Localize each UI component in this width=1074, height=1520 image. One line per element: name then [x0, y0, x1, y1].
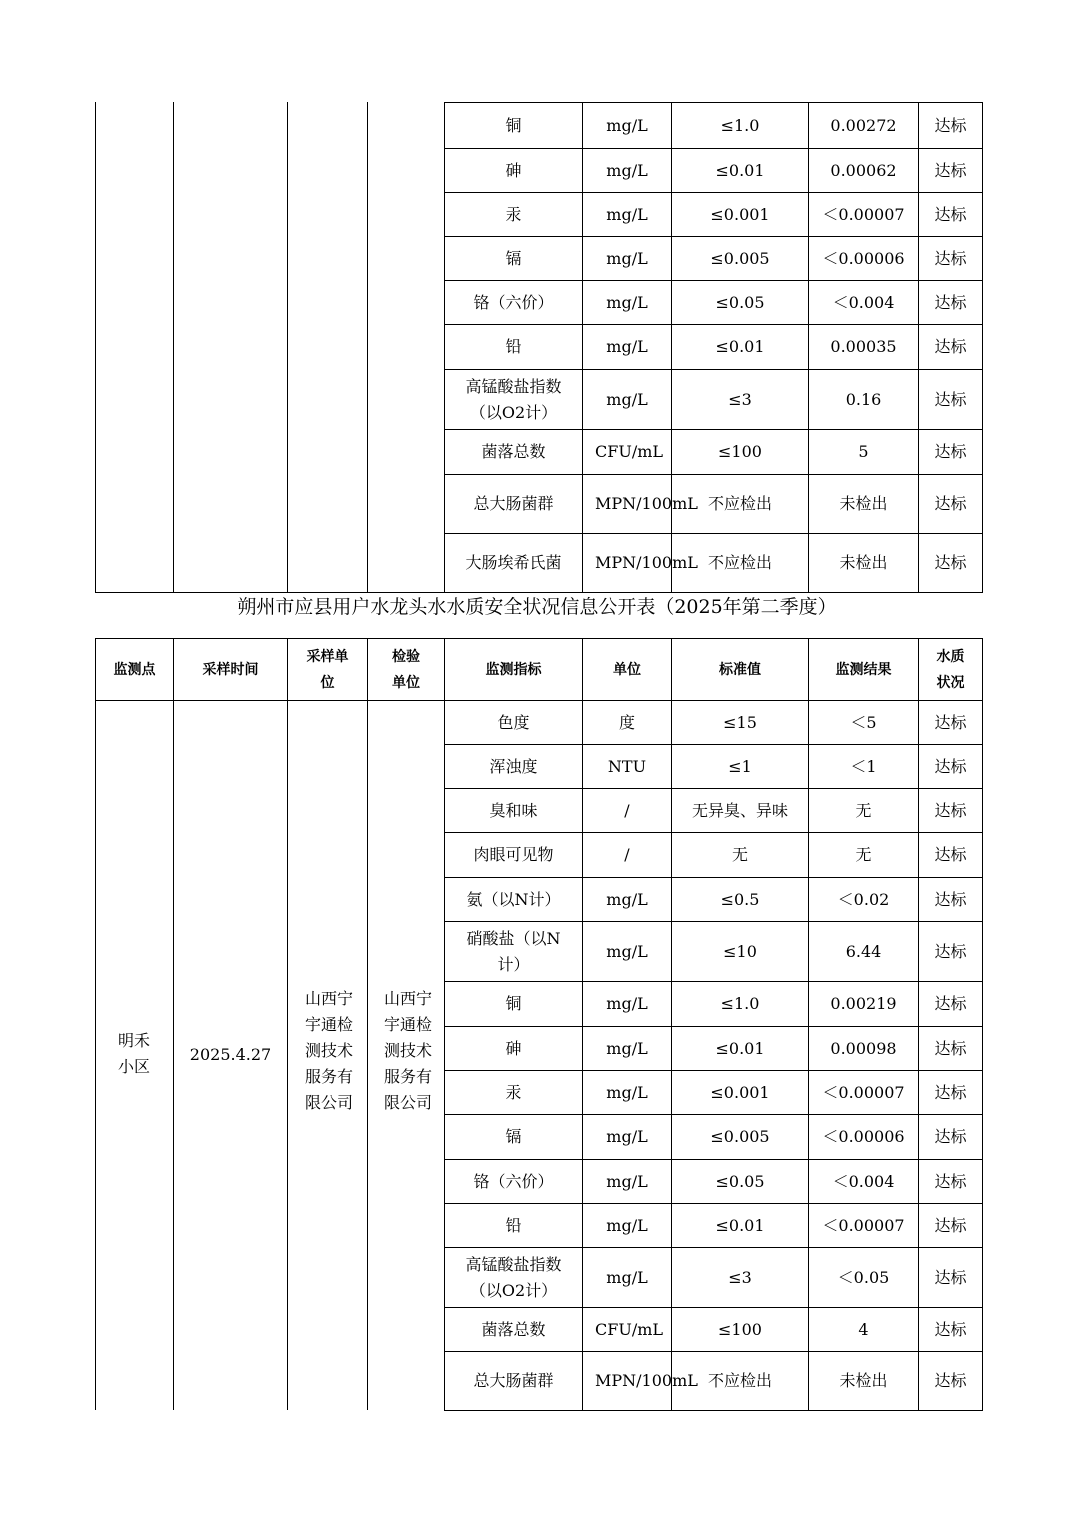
status-cell: 达标	[919, 1352, 983, 1411]
header-result: 监测结果	[809, 639, 919, 701]
table-row	[445, 1071, 983, 1115]
status-cell: 达标	[919, 534, 983, 593]
main-results-table	[444, 700, 983, 1411]
continued-results-table	[444, 102, 983, 593]
result-cell: 未检出	[809, 1352, 919, 1411]
header-sampler-label: 采样单位	[306, 648, 349, 691]
standard-cell: ≤0.01	[672, 1204, 809, 1248]
header-inspector	[368, 639, 445, 701]
result-cell: 0.16	[809, 370, 919, 430]
unit-cell: mg/L	[583, 982, 672, 1027]
result-cell: ＜0.00006	[809, 1115, 919, 1160]
status-cell: 达标	[919, 281, 983, 325]
unit-cell: MPN/100mL	[583, 475, 672, 534]
indicator-cell: 铜	[445, 103, 583, 149]
left-border-line	[95, 102, 96, 593]
status-cell: 达标	[919, 878, 983, 922]
indicator-cell: 砷	[445, 149, 583, 193]
status-cell: 达标	[919, 833, 983, 878]
table-row	[445, 745, 983, 789]
unit-cell: MPN/100mL	[583, 1352, 672, 1411]
unit-cell: mg/L	[583, 149, 672, 193]
table-row	[445, 878, 983, 922]
status-cell: 达标	[919, 1160, 983, 1204]
standard-cell: ≤0.01	[672, 149, 809, 193]
unit-cell: mg/L	[583, 1248, 672, 1308]
result-cell: ＜0.00007	[809, 1071, 919, 1115]
result-cell: 6.44	[809, 922, 919, 982]
standard-cell: ≤100	[672, 430, 809, 475]
status-cell: 达标	[919, 149, 983, 193]
result-cell: 0.00035	[809, 325, 919, 370]
standard-cell: ≤1	[672, 745, 809, 789]
status-cell: 达标	[919, 1027, 983, 1071]
status-cell: 达标	[919, 789, 983, 833]
sampler-column-line	[287, 102, 288, 593]
unit-cell: mg/L	[583, 370, 672, 430]
standard-cell: ≤15	[672, 701, 809, 745]
status-cell: 达标	[919, 325, 983, 370]
standard-cell: ≤0.001	[672, 193, 809, 237]
standard-cell: ≤1.0	[672, 103, 809, 149]
table-row	[445, 193, 983, 237]
status-cell: 达标	[919, 745, 983, 789]
result-cell: 0.00062	[809, 149, 919, 193]
result-cell: 4	[809, 1308, 919, 1352]
unit-cell: MPN/100mL	[583, 534, 672, 593]
status-cell: 达标	[919, 430, 983, 475]
indicator-cell: 镉	[445, 237, 583, 281]
unit-cell: mg/L	[583, 878, 672, 922]
standard-cell: ≤0.005	[672, 237, 809, 281]
result-cell: ＜0.02	[809, 878, 919, 922]
main-left-border-line	[95, 638, 96, 1410]
result-cell: ＜0.00006	[809, 237, 919, 281]
table-row	[445, 833, 983, 878]
unit-cell: NTU	[583, 745, 672, 789]
status-cell: 达标	[919, 103, 983, 149]
indicator-cell: 汞	[445, 1071, 583, 1115]
table-row	[445, 281, 983, 325]
table-row	[445, 701, 983, 745]
table-row	[445, 430, 983, 475]
indicator-cell: 汞	[445, 193, 583, 237]
unit-cell: mg/L	[583, 237, 672, 281]
result-cell: 未检出	[809, 534, 919, 593]
standard-cell: ≤0.005	[672, 1115, 809, 1160]
header-status	[919, 639, 983, 701]
sampling-unit-cell: 山西宁宇通检测技术服务有限公司	[304, 989, 353, 1112]
unit-cell: mg/L	[583, 103, 672, 149]
indicator-cell: 铅	[445, 1204, 583, 1248]
main-time-column-line	[173, 638, 174, 1410]
status-cell: 达标	[919, 1308, 983, 1352]
indicator-cell: 浑浊度	[445, 745, 583, 789]
sampling-time-cell: 2025.4.27	[189, 1045, 272, 1064]
status-cell: 达标	[919, 701, 983, 745]
standard-cell: ≤0.01	[672, 325, 809, 370]
unit-cell: mg/L	[583, 922, 672, 982]
unit-cell: CFU/mL	[583, 430, 672, 475]
indicator-cell: 镉	[445, 1115, 583, 1160]
header-sampler	[288, 639, 368, 701]
standard-cell: ≤10	[672, 922, 809, 982]
table-row	[445, 534, 983, 593]
standard-cell: ≤1.0	[672, 982, 809, 1027]
status-cell: 达标	[919, 237, 983, 281]
header-site: 监测点	[96, 639, 174, 701]
main-inspector-column-line	[367, 638, 368, 1410]
unit-cell: mg/L	[583, 1204, 672, 1248]
monitoring-site-cell: 明禾小区	[117, 1031, 150, 1076]
status-cell: 达标	[919, 1204, 983, 1248]
header-unit: 单位	[583, 639, 672, 701]
status-cell: 达标	[919, 1248, 983, 1308]
time-column-line	[173, 102, 174, 593]
unit-cell: CFU/mL	[583, 1308, 672, 1352]
table-row	[445, 1160, 983, 1204]
result-cell: ＜0.00007	[809, 193, 919, 237]
inspector-column-line	[367, 102, 368, 593]
result-cell: ＜0.004	[809, 281, 919, 325]
standard-cell: ≤0.05	[672, 1160, 809, 1204]
standard-cell: 无	[672, 833, 809, 878]
table-row	[445, 103, 983, 149]
main-table-header	[95, 638, 983, 701]
table-row	[445, 1248, 983, 1308]
unit-cell: mg/L	[583, 1027, 672, 1071]
standard-cell: ≤0.5	[672, 878, 809, 922]
indicator-cell: 菌落总数	[445, 1308, 583, 1352]
indicator-cell: 铬（六价）	[445, 1160, 583, 1204]
result-cell: 无	[809, 789, 919, 833]
indicator-cell: 大肠埃希氏菌	[445, 534, 583, 593]
indicator-cell: 铜	[445, 982, 583, 1027]
table-row	[445, 325, 983, 370]
standard-cell: 不应检出	[672, 534, 809, 593]
indicator-cell: 肉眼可见物	[445, 833, 583, 878]
status-cell: 达标	[919, 982, 983, 1027]
table-row	[445, 475, 983, 534]
result-cell: 0.00272	[809, 103, 919, 149]
result-cell: 0.00219	[809, 982, 919, 1027]
table-row	[445, 1027, 983, 1071]
table-row	[445, 1204, 983, 1248]
result-cell: 0.00098	[809, 1027, 919, 1071]
indicator-cell: 高锰酸盐指数（以O2计）	[445, 370, 583, 430]
result-cell: ＜5	[809, 701, 919, 745]
unit-cell: mg/L	[583, 1115, 672, 1160]
table-row	[445, 789, 983, 833]
unit-cell: /	[583, 833, 672, 878]
header-time: 采样时间	[174, 639, 288, 701]
header-standard: 标准值	[672, 639, 809, 701]
unit-cell: /	[583, 789, 672, 833]
indicator-cell: 氨（以N计）	[445, 878, 583, 922]
standard-cell: ≤3	[672, 370, 809, 430]
table-row	[445, 982, 983, 1027]
indicator-cell: 铬（六价）	[445, 281, 583, 325]
status-cell: 达标	[919, 1071, 983, 1115]
standard-cell: ≤3	[672, 1248, 809, 1308]
header-inspector-label: 检验单位	[392, 648, 420, 691]
standard-cell: ≤0.01	[672, 1027, 809, 1071]
indicator-cell: 硝酸盐（以N计）	[445, 922, 583, 982]
table-row	[445, 1115, 983, 1160]
result-cell: ＜1	[809, 745, 919, 789]
standard-cell: 不应检出	[672, 475, 809, 534]
result-cell: ＜0.00007	[809, 1204, 919, 1248]
result-cell: 无	[809, 833, 919, 878]
status-cell: 达标	[919, 193, 983, 237]
result-cell: 5	[809, 430, 919, 475]
table-row	[445, 922, 983, 982]
header-status-label: 水质状况	[936, 648, 965, 691]
standard-cell: 不应检出	[672, 1352, 809, 1411]
status-cell: 达标	[919, 475, 983, 534]
indicator-cell: 砷	[445, 1027, 583, 1071]
unit-cell: mg/L	[583, 1071, 672, 1115]
table-row	[445, 370, 983, 430]
table-row	[445, 237, 983, 281]
indicator-cell: 总大肠菌群	[445, 1352, 583, 1411]
result-cell: ＜0.05	[809, 1248, 919, 1308]
table-row	[445, 1308, 983, 1352]
indicator-cell: 色度	[445, 701, 583, 745]
standard-cell: ≤0.001	[672, 1071, 809, 1115]
table-row	[445, 149, 983, 193]
status-cell: 达标	[919, 922, 983, 982]
standard-cell: ≤0.05	[672, 281, 809, 325]
unit-cell: 度	[583, 701, 672, 745]
standard-cell: ≤100	[672, 1308, 809, 1352]
indicator-cell: 总大肠菌群	[445, 475, 583, 534]
result-cell: 未检出	[809, 475, 919, 534]
inspection-unit-cell: 山西宁宇通检测技术服务有限公司	[383, 989, 432, 1112]
standard-cell: 无异臭、异味	[672, 789, 809, 833]
header-indicator: 监测指标	[445, 639, 583, 701]
indicator-cell: 菌落总数	[445, 430, 583, 475]
main-sampler-column-line	[287, 638, 288, 1410]
indicator-cell: 高锰酸盐指数（以O2计）	[445, 1248, 583, 1308]
unit-cell: mg/L	[583, 193, 672, 237]
page-title: 朔州市应县用户水龙头水水质安全状况信息公开表（2025年第二季度）	[237, 596, 837, 618]
status-cell: 达标	[919, 1115, 983, 1160]
unit-cell: mg/L	[583, 1160, 672, 1204]
indicator-cell: 臭和味	[445, 789, 583, 833]
table-row	[445, 1352, 983, 1411]
unit-cell: mg/L	[583, 325, 672, 370]
result-cell: ＜0.004	[809, 1160, 919, 1204]
status-cell: 达标	[919, 370, 983, 430]
indicator-cell: 铅	[445, 325, 583, 370]
unit-cell: mg/L	[583, 281, 672, 325]
